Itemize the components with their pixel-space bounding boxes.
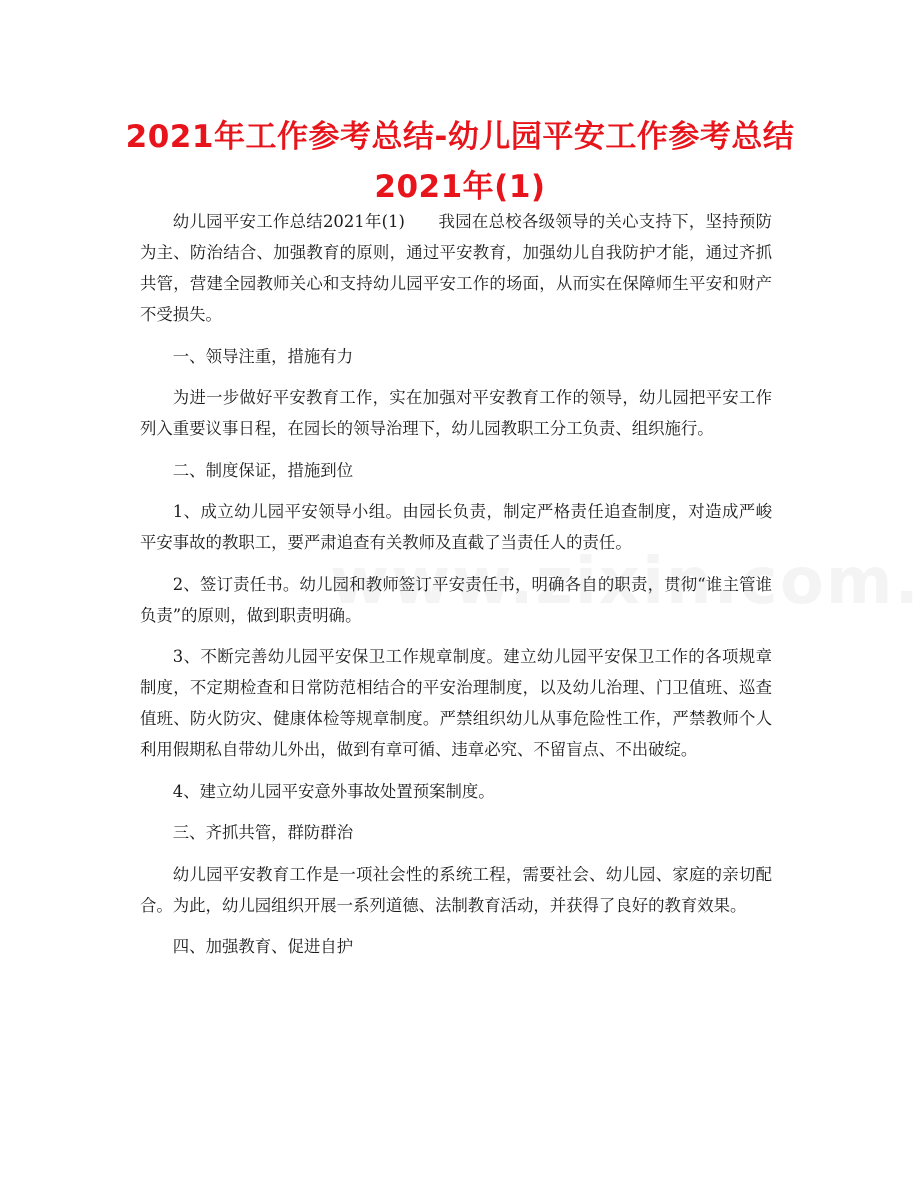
- paragraph-intro: 幼儿园平安工作总结2021年(1) 我园在总校各级领导的关心支持下，坚持预防为主、防治结合、加强教育的原则，通过平安教育，加强幼儿自我防护才能，通过齐抓共管，营建全园教师关心和支持幼儿园平安工作的场面，从而实在保障师生平安和财产不受损失。: [140, 212, 772, 324]
- title-line-2: 2021年(1): [374, 169, 546, 205]
- paragraph: 为进一步做好平安教育工作，实在加强对平安教育工作的领导，幼儿园把平安工作列入重要议事日程，在园长的领导治理下，幼儿园教职工分工负责、组织施行。: [140, 388, 772, 438]
- document-body: [140, 206, 772, 973]
- section-heading-2: 二、制度保证，措施到位: [172, 460, 354, 480]
- title-line-1: 2021年工作参考总结-幼儿园平安工作参考总结: [125, 119, 795, 155]
- section-heading-3: 三、齐抓共管，群防群治: [172, 823, 354, 842]
- paragraph: 2、签订责任书。幼儿园和教师签订平安责任书，明确各自的职责，贯彻“谁主管谁负责”的原则，做到职责明确。: [140, 574, 772, 625]
- section-heading-1: 一、领导注重，措施有力: [172, 346, 354, 366]
- paragraph: 3、不断完善幼儿园平安保卫工作规章制度。建立幼儿园平安保卫工作的各项规章制度，不定期检查和日常防范相结合的平安治理制度，以及幼儿治理、门卫值班、巡查值班、防火防灾、健康体检等规章制度。严禁组织幼儿从事危险性工作，严禁教师个人利用假期私自带幼儿外出，做到有章可循、违章必究、不留盲点、不出破绽。: [140, 647, 772, 759]
- paragraph: 1、成立幼儿园平安领导小组。由园长负责，制定严格责任追查制度，对造成严峻平安事故的教职工，要严肃追查有关教师及直截了当责任人的责任。: [140, 502, 772, 552]
- section-heading-4: 四、加强教育、促进自护: [172, 937, 354, 956]
- paragraph: 4、建立幼儿园平安意外事故处置预案制度。: [172, 781, 495, 801]
- document-title: [100, 112, 820, 212]
- paragraph: 幼儿园平安教育工作是一项社会性的系统工程，需要社会、幼儿园、家庭的亲切配合。为此，幼儿园组织开展一系列道德、法制教育活动，并获得了良好的教育效果。: [140, 864, 772, 915]
